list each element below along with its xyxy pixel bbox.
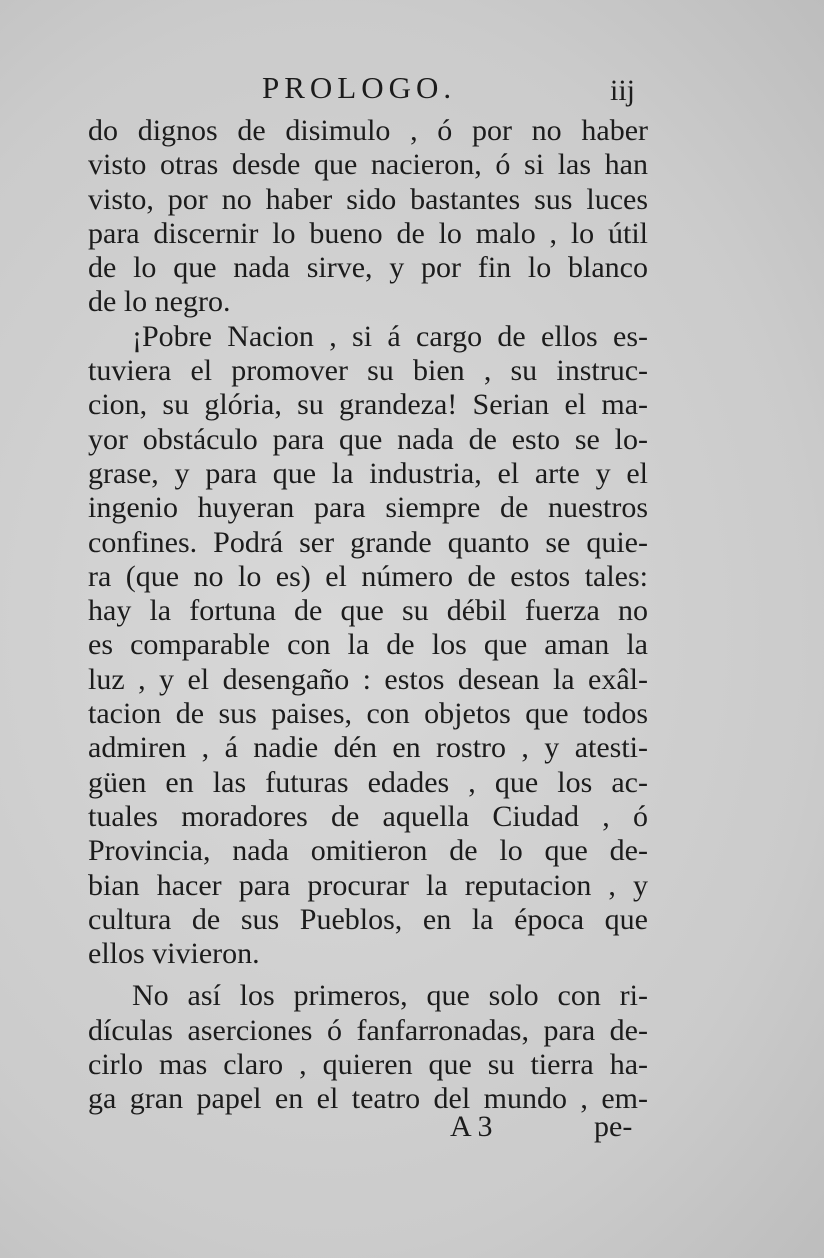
text-line: cion, su glória, su grandeza! Serian el ma- [88,388,648,422]
page-number: iij [610,74,636,107]
page-footer [0,1110,824,1150]
text-line: visto, por no haber sido bastantes sus luces [88,182,648,216]
text-line: ellos vivieron. [88,937,260,971]
text-line: tuviera el promover su bien , su instruc- [88,354,648,388]
page-header [0,70,824,110]
text-line: cirlo mas claro , quieren que su tierra ha- [88,1048,648,1082]
text-line: grase, y para que la industria, el arte y el [88,456,648,490]
paragraph-gap [88,971,648,979]
text-line: ra (que no lo es) el número de estos tales: [88,559,648,593]
text-line: do dignos de disimulo , ó por no haber [88,114,648,147]
signature-mark: A 3 [450,1110,493,1143]
text-line: tuales moradores de aquella Ciudad , ó [88,799,648,833]
text-line: hay la fortuna de que su débil fuerza no [88,594,648,628]
text-line: ¡Pobre Nacion , si á cargo de ellos es- [132,319,648,353]
text-line: yor obstáculo para que nada de esto se lo- [88,422,648,456]
text-line: es comparable con la de los que aman la [88,628,648,662]
body-text [88,114,648,1117]
text-line: güen en las futuras edades , que los ac- [88,765,648,799]
text-line: visto otras desde que nacieron, ó si las han [88,148,648,182]
text-line: tacion de sus paises, con objetos que todos [88,697,648,731]
text-line: ingenio huyeran para siempre de nuestros [88,491,648,525]
text-line: confines. Podrá ser grande quanto se quie- [88,525,648,559]
text-line: dículas aserciones ó fanfarronadas, para de- [88,1013,648,1047]
text-line: Provincia, nada omitieron de lo que de- [88,834,648,868]
text-line: bian hacer para procurar la reputacion , y [88,868,648,902]
text-line: No así los primeros, que solo con ri- [132,979,648,1013]
text-line: de lo negro. [88,285,231,319]
text-line: para discernir lo bueno de lo malo , lo útil [88,216,648,250]
text-line: de lo que nada sirve, y por fin lo blanco [88,251,648,285]
text-line: luz , y el desengaño : estos desean la exâl- [88,662,648,696]
text-line: cultura de sus Pueblos, en la época que [88,902,648,936]
running-title: PROLOGO. [262,70,457,105]
catchword: pe- [594,1110,633,1143]
text-line: admiren , á nadie dén en rostro , y atesti- [88,731,648,765]
text-line: ga gran papel en el teatro del mundo , em- [88,1082,648,1116]
